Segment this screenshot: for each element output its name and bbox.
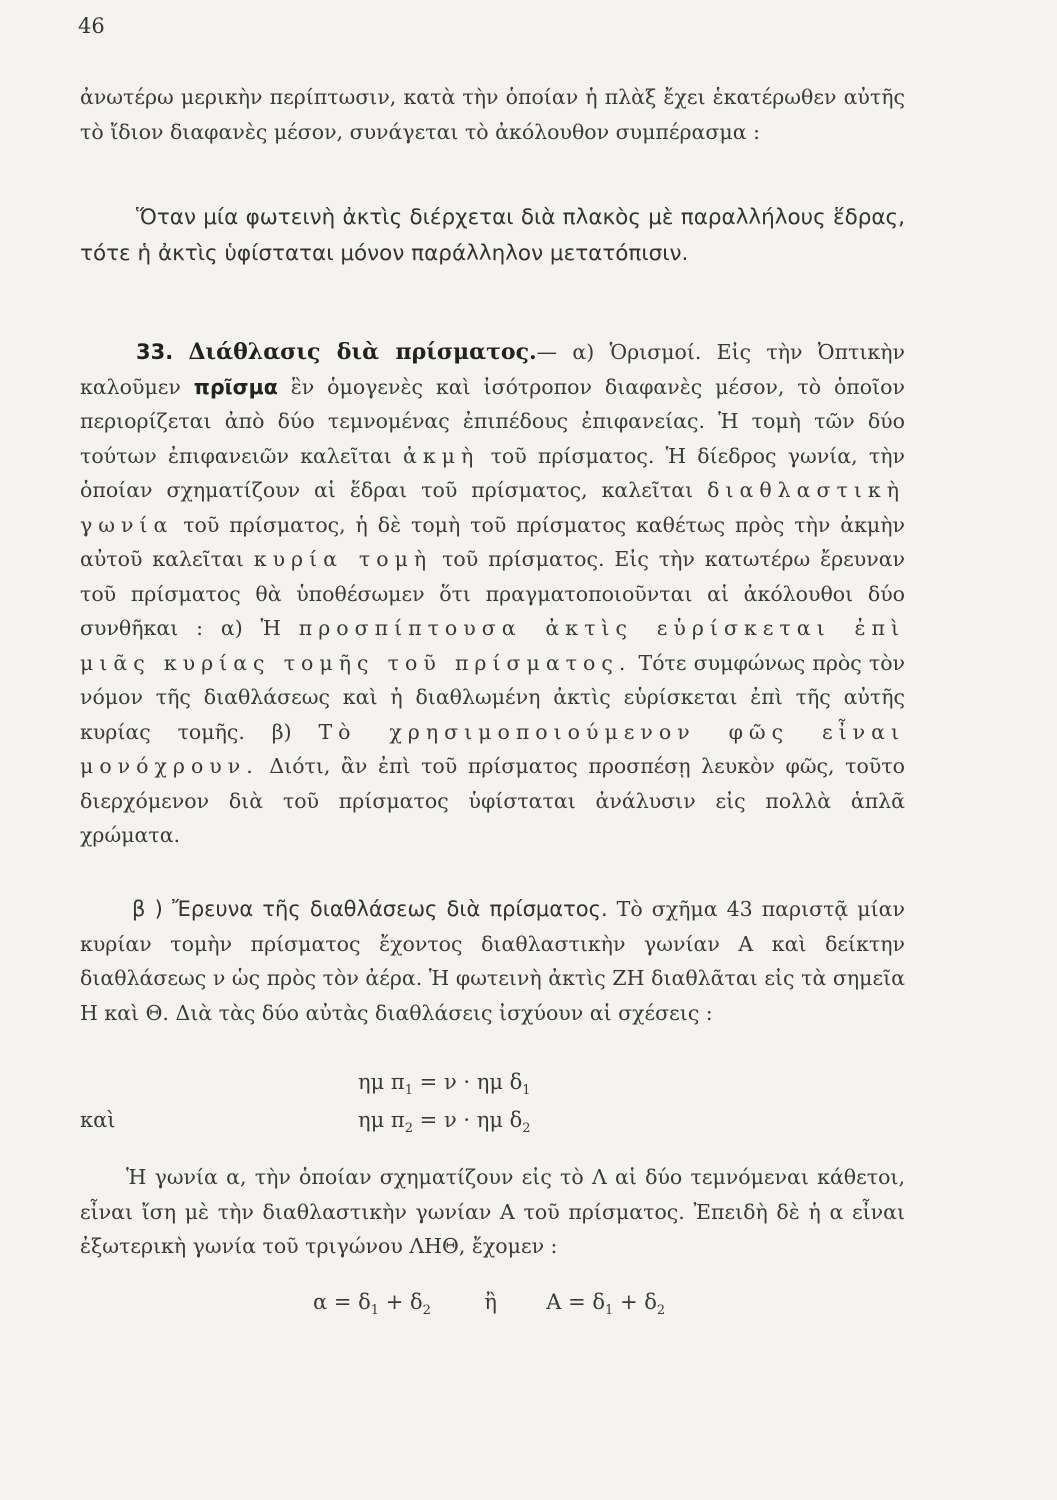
emphasis-condition-b: Τὸ χρησιμοποιούμενον φῶς εἶναι μονόχρουν. — [80, 719, 906, 778]
subsection-body: Τὸ σχῆμα 43 παριστᾷ μίαν κυρίαν τομὴν πρίσματος ἔχοντος διαθλαστικὴν γωνίαν Α καὶ δείκτην διαθλάσεως ν ὡς πρὸς τὸν ἀέρα. Ἡ φωτεινὴ ἀκτὶς ΖΗ διαθλᾶται εἰς τὰ σημεῖα Η καὶ Θ. Διὰ τὰς δύο αὐτὰς διαθλάσεις ἰσχύουν αἱ σχέσεις : — [80, 897, 905, 1025]
section-text-6: Τότε συμφώνως πρὸς τὸν νόμον τῆς διαθλάσεως καὶ ἡ διαθλωμένη ἀκτὶς εὑρίσκεται ἐπὶ τῆς αὐτῆς κυρίας τομῆς. β) — [80, 650, 905, 744]
paragraph-continuation: ἀνωτέρω μερικὴν περίπτωσιν, κατὰ τὴν ὁποίαν ἡ πλὰξ ἔχει ἑκατέρωθεν αὐτῆς τὸ ἴδιον διαφανὲς μέσον, συνάγεται τὸ ἀκόλουθον συμπέρασμα : — [80, 85, 905, 144]
emphasis-condition-a: προσπίπτουσα ἀκτὶς εὑρίσκεται ἐπὶ μιᾶς κυρίας τομῆς τοῦ πρίσματος. — [80, 616, 905, 675]
eq2-left-sub: 2 — [404, 1121, 413, 1137]
eq3-a: α = δ — [313, 1290, 371, 1314]
paragraph-conclusion: Ὅταν μία φωτεινὴ ἀκτὶς διέρχεται διὰ πλακὸς μὲ παραλλήλους ἕδρας, τότε ἡ ἀκτὶς ὑφίσταται μόνον παράλληλον μετατόπισιν. — [80, 205, 905, 266]
emphasis-principal-section: κυρία τομὴ — [253, 547, 433, 571]
eq2-mid: = ν · ημ δ — [413, 1108, 523, 1132]
equation-2 — [358, 1108, 531, 1136]
emphasis-refracting-angle: διαθλαστικὴ γωνία — [80, 478, 905, 537]
section-number: 33. — [136, 340, 174, 364]
eq3-a-plus: + δ — [379, 1290, 423, 1314]
subsection-heading: β ) Ἔρευνα τῆς διαθλάσεως διὰ πρίσματος. — [132, 897, 608, 921]
section-text-2: ἓν ὁμογενὲς καὶ ἰσότροπον διαφανὲς μέσον, τὸ ὁποῖον περιορίζεται ἀπὸ δύο τεμνομένας ἐπιπέδους ἐπιφανείας. Ἡ τομὴ τῶν δύο τούτων ἐπιφανειῶν καλεῖται — [80, 374, 905, 468]
section-text-3: τοῦ πρίσματος. Ἡ δίεδρος γωνία, τὴν ὁποίαν σχηματίζουν αἱ ἕδραι τοῦ πρίσματος, καλεῖται — [80, 443, 905, 502]
paragraph-angle: Ἡ γωνία α, τὴν ὁποίαν σχηματίζουν εἰς τὸ Λ αἱ δύο τεμνόμεναι κάθετοι, εἶναι ἴση μὲ τὴν διαθλαστικὴν γωνίαν Α τοῦ πρίσματος. Ἐπειδὴ δὲ ἡ α εἶναι ἐξωτερικὴ γωνία τοῦ τριγώνου ΛΗΘ, ἔχομεν : — [80, 1165, 905, 1258]
eq3-b: Α = δ — [546, 1290, 606, 1314]
section-text-7: Διότι, ἂν ἐπὶ τοῦ πρίσματος προσπέσῃ λευκὸν φῶς, τοῦτο διερχόμενον διὰ τοῦ πρίσματος ὑφίσταται ἀνάλυσιν εἰς πολλὰ ἁπλᾶ χρώματα. — [80, 754, 905, 847]
eq1-mid: = ν · ημ δ — [413, 1070, 523, 1094]
eq2-right-sub: 2 — [522, 1121, 531, 1137]
eq3-a-sub2: 2 — [422, 1303, 431, 1319]
emphasis-edge: ἀκμὴ — [403, 443, 480, 468]
equation-2-label: καὶ — [80, 1108, 116, 1132]
equation-3 — [313, 1290, 665, 1318]
eq2-left: ημ π — [358, 1108, 405, 1132]
section-33-paragraph — [80, 335, 905, 853]
eq3-b-plus: + δ — [613, 1290, 657, 1314]
section-text-5: τοῦ πρίσματος. Εἰς τὴν κατωτέρω ἔρευναν τοῦ πρίσματος θὰ ὑποθέσωμεν ὅτι πραγματοποιοῦνται αἱ ἀκόλουθοι δύο συνθῆκαι : α) Ἡ — [80, 547, 905, 640]
eq3-or: ἢ — [484, 1290, 497, 1314]
page-number: 46 — [78, 14, 105, 38]
section-title: Διάθλασις διὰ πρίσματος. — [188, 339, 537, 365]
term-prism: πρῖσμα — [193, 374, 278, 399]
eq1-left: ημ π — [358, 1070, 405, 1094]
eq3-b-sub1: 1 — [605, 1303, 614, 1319]
section-text-1: — α) Ὁρισμοί. Εἰς τὴν Ὀπτικὴν καλοῦμεν — [80, 340, 905, 399]
eq3-b-sub2: 2 — [656, 1303, 666, 1319]
eq1-left-sub: 1 — [404, 1083, 413, 1099]
section-text-4: τοῦ πρίσματος, ἡ δὲ τομὴ τοῦ πρίσματος καθέτως πρὸς τὴν ἀκμὴν αὐτοῦ καλεῖται — [80, 512, 905, 571]
eq3-a-sub1: 1 — [370, 1303, 380, 1319]
equation-1 — [358, 1070, 531, 1098]
eq1-right-sub: 1 — [522, 1083, 531, 1099]
paragraph-refraction-study — [80, 892, 905, 1030]
